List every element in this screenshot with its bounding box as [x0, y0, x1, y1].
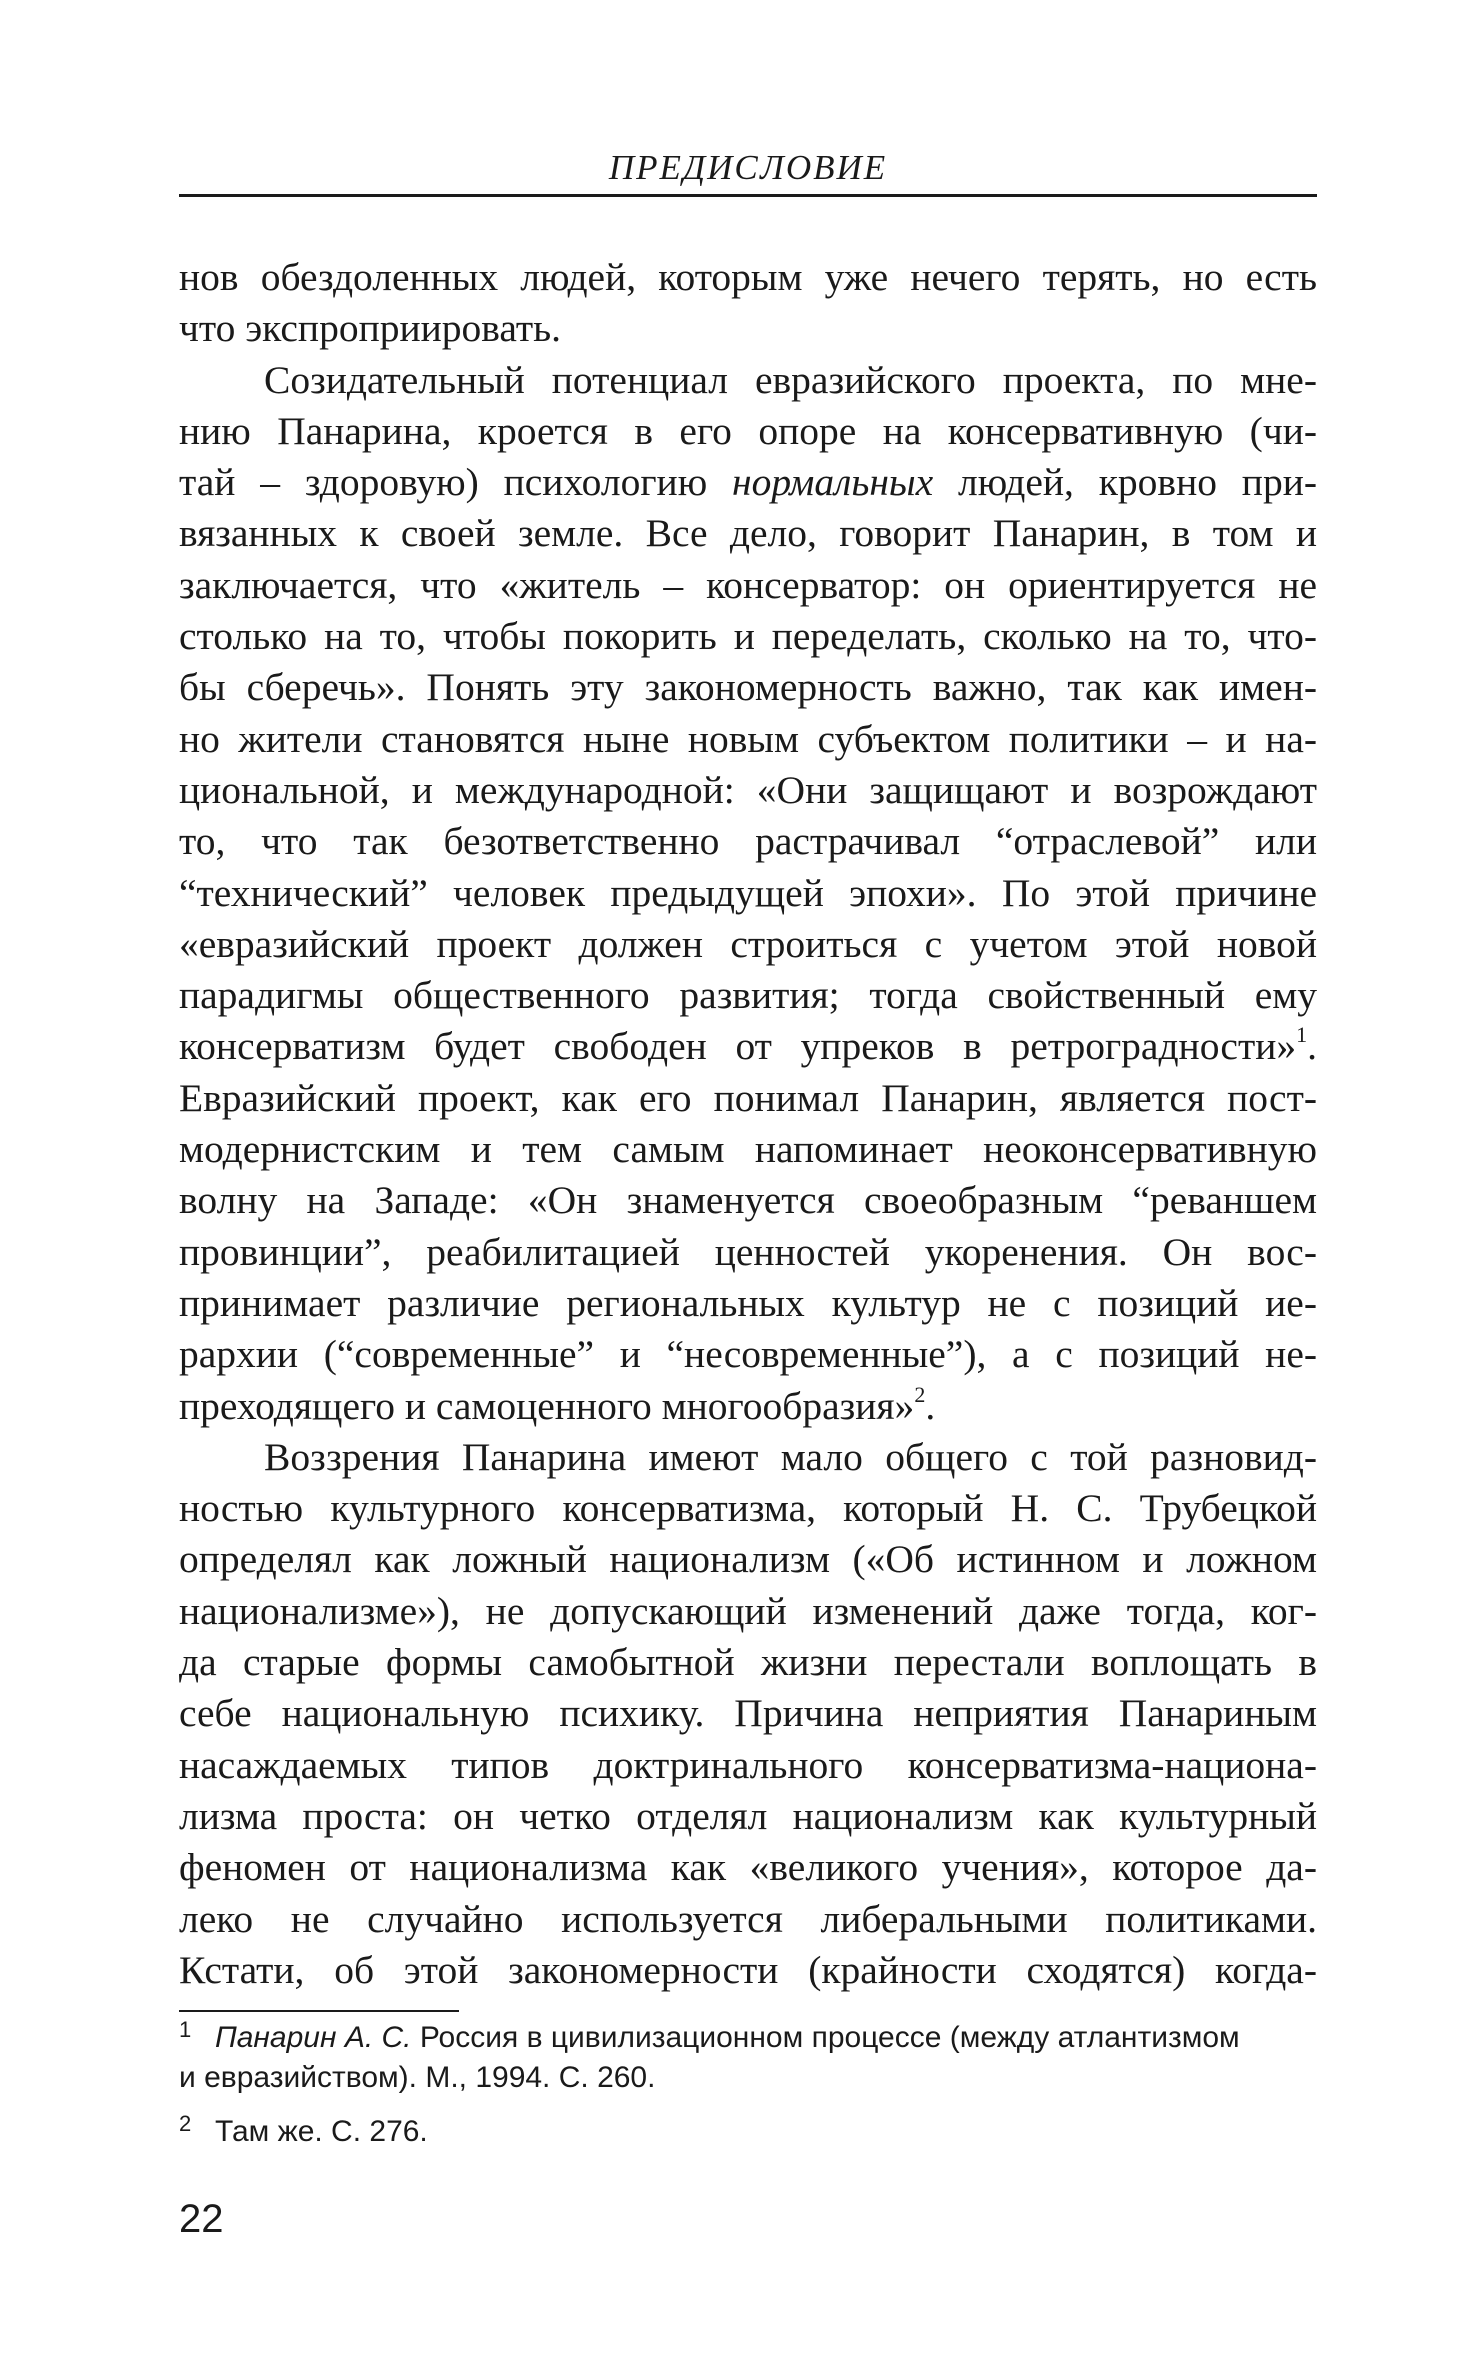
text-line: Евразийский проект, как его понимал Панарин, является пост-	[179, 1075, 1317, 1120]
footnote-1-continuation: и евразийством). М., 1994. С. 260.	[179, 2061, 656, 2094]
running-header: ПРЕДИСЛОВИЕ	[608, 148, 888, 187]
paragraph-start-line: Созидательный потенциал евразийского проекта, по мне-	[264, 357, 1317, 402]
footnote-ref-1: 1	[1296, 1022, 1308, 1048]
text-line: бы сберечь». Понять эту закономерность важно, так как имен-	[179, 665, 1317, 710]
text-line: преходящего и самоценного многообразия»$^2$.	[179, 1381, 936, 1428]
footnote-rule	[179, 2010, 459, 2012]
text-line: принимает различие региональных культур не с позиций ие-	[179, 1280, 1317, 1325]
footnote-1: 1 Панарин А. С. Россия в цивилизационном процессе (между атлантизмом	[179, 2017, 1240, 2054]
text-line: определял как ложный национализм («Об истинном и ложном	[179, 1537, 1317, 1582]
text-line: “технический” человек предыдущей эпохи». По этой причине	[179, 870, 1317, 915]
paragraph-start-line: Воззрения Панарина имеют мало общего с той разновид-	[264, 1434, 1317, 1479]
text-line: «евразийский проект должен строиться с учетом этой новой	[179, 921, 1317, 966]
text-line: насаждаемых типов доктринального консерватизма-национа-	[179, 1742, 1317, 1787]
footnote-ref-2: 2	[914, 1381, 926, 1407]
header-rule	[179, 194, 1317, 197]
text-line: нов обездоленных людей, которым уже нечего терять, но есть	[179, 255, 1317, 299]
main-text	[179, 252, 1317, 1996]
text-line: вязанных к своей земле. Все дело, говорит Панарин, в том и	[179, 511, 1317, 556]
footnote-author: Панарин А. С.	[215, 2021, 412, 2054]
footnote-2: 2 Там же. С. 276.	[179, 2111, 428, 2148]
text-line: но жители становятся ныне новым субъектом политики – и на-	[179, 716, 1317, 761]
text-line: заключается, что «житель – консерватор: он ориентируется не	[179, 562, 1317, 607]
text-line: провинции”, реабилитацией ценностей укоренения. Он вос-	[179, 1229, 1317, 1274]
text-line: волну на Западе: «Он знаменуется своеобразным “реваншем	[179, 1178, 1317, 1223]
text-line: Кстати, об этой закономерности (крайности сходятся) когда-	[179, 1947, 1317, 1992]
text-line: себе национальную психику. Причина неприятия Панариным	[179, 1691, 1317, 1736]
text-line: что экспроприировать.	[179, 306, 562, 351]
text-line: феномен от национализма как «великого учения», которое да-	[179, 1845, 1317, 1890]
text-line: то, что так безответственно растрачивал “отраслевой” или	[179, 819, 1317, 864]
text-line: нию Панарина, кроется в его опоре на консервативную (чи-	[179, 408, 1317, 453]
text-line: национализме»), не допускающий изменений даже тогда, ког-	[179, 1588, 1317, 1633]
text-line: циональной, и международной: «Они защищают и возрождают	[179, 767, 1317, 812]
text-line: консерватизм будет свободен от упреков в ретроградности»$^1$.	[179, 1022, 1317, 1069]
page-number: 22	[179, 2197, 224, 2241]
text-line: тай – здоровую) психологию нормальных людей, кровно при-	[179, 460, 1317, 505]
text-line: лизма проста: он четко отделял национализм как культурный	[179, 1793, 1317, 1838]
text-line: парадигмы общественного развития; тогда свойственный ему	[179, 973, 1317, 1018]
emphasis-text: нормальных	[732, 460, 934, 505]
text-line: леко не случайно используется либеральными политиками.	[179, 1896, 1317, 1941]
footnotes	[179, 2018, 1317, 2152]
text-line: ностью культурного консерватизма, который Н. С. Трубецкой	[179, 1486, 1317, 1531]
text-line: да старые формы самобытной жизни перестали воплощать в	[179, 1640, 1317, 1685]
text-line: модернистским и тем самым напоминает неоконсервативную	[179, 1127, 1317, 1172]
text-line: столько на то, чтобы покорить и переделать, сколько на то, что-	[179, 614, 1317, 659]
text-line: рархии (“современные” и “несовременные”), а с позиций не-	[179, 1332, 1317, 1377]
